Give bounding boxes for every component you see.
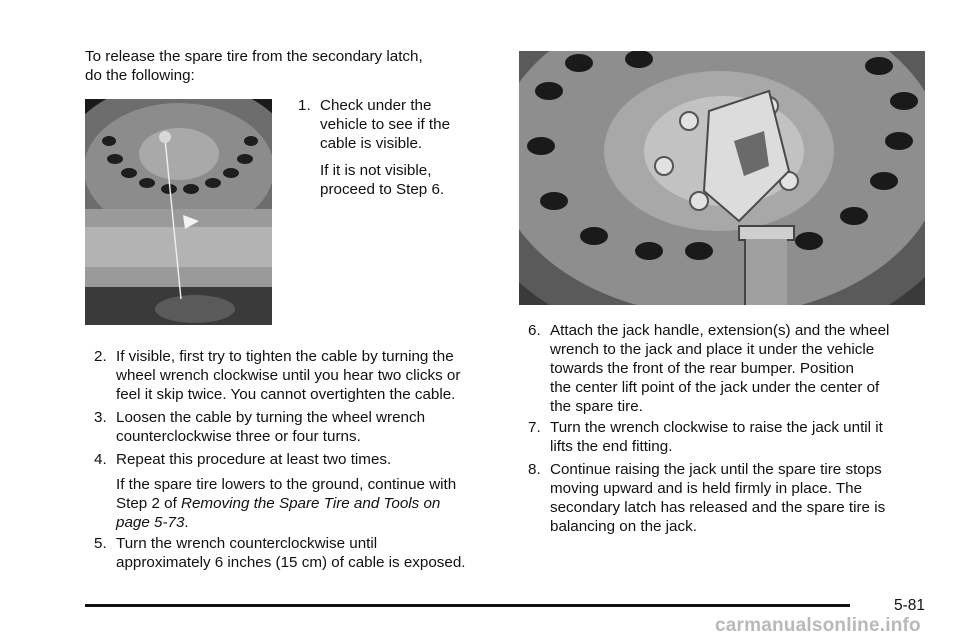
- step-1-line-2: vehicle to see if the: [320, 116, 451, 133]
- step-1-number: 1.: [298, 97, 311, 114]
- step-8: [528, 460, 938, 536]
- watermark: carmanualsonline.info: [715, 615, 921, 636]
- step-4-number: 4.: [94, 451, 107, 468]
- step-6-number: 6.: [528, 322, 541, 339]
- step-1: [298, 96, 498, 199]
- step-2-line-3: feel it skip twice. You cannot overtighten the cable.: [116, 386, 456, 403]
- step-4-note-3-period: .: [184, 514, 189, 531]
- step-1-line-3: cable is visible.: [320, 135, 423, 152]
- step-7-number: 7.: [528, 419, 541, 436]
- step-8-line-2: moving upward and is held firmly in place. The: [550, 480, 863, 497]
- spare-tire-cable-photo: [85, 99, 272, 325]
- step-2-line-2: wheel wrench clockwise until you hear two clicks or: [116, 367, 461, 384]
- step-4-line-1: Repeat this procedure at least two times.: [116, 451, 392, 468]
- step-8-line-3: secondary latch has released and the spare tire is: [550, 499, 886, 516]
- step-6-line-3: towards the front of the rear bumper. Position: [550, 360, 854, 377]
- step-4-note-line-1: If the spare tire lowers to the ground, continue with: [116, 476, 457, 493]
- intro-line-2: do the following:: [85, 67, 195, 84]
- step-5-line-2: approximately 6 inches (15 cm) of cable is exposed.: [116, 554, 466, 571]
- step-5-number: 5.: [94, 535, 107, 552]
- step-7: [528, 418, 938, 456]
- intro-line-1: To release the spare tire from the secondary latch,: [85, 48, 423, 65]
- step-1-line-1: Check under the: [320, 97, 432, 114]
- step-8-number: 8.: [528, 461, 541, 478]
- step-6-line-4: the center lift point of the jack under the center of: [550, 379, 880, 396]
- step-2: [94, 347, 504, 404]
- step-3-line-2: counterclockwise three or four turns.: [116, 428, 361, 445]
- jack-under-spare-tire-photo: [519, 51, 925, 305]
- step-3-number: 3.: [94, 409, 107, 426]
- step-4-note-line-2: [116, 494, 504, 513]
- step-3-line-1: Loosen the cable by turning the wheel wrench: [116, 409, 426, 426]
- step-5: [94, 534, 514, 572]
- step-7-line-1: Turn the wrench clockwise to raise the jack until it: [550, 419, 883, 436]
- step-4-note-2-plain: Step 2 of: [116, 495, 182, 512]
- step-2-line-1: If visible, first try to tighten the cable by turning the: [116, 348, 454, 365]
- page-reference: page 5-73: [116, 514, 185, 531]
- step-6-line-1: Attach the jack handle, extension(s) and the wheel: [550, 322, 890, 339]
- step-5-line-1: Turn the wrench counterclockwise until: [116, 535, 378, 552]
- step-8-line-1: Continue raising the jack until the spare tire stops: [550, 461, 882, 478]
- step-3: [94, 408, 504, 446]
- step-6: [528, 321, 938, 416]
- step-2-number: 2.: [94, 348, 107, 365]
- footer-rule: [85, 604, 850, 607]
- step-4: [94, 450, 504, 532]
- step-1-note-line-1: If it is not visible,: [320, 162, 432, 179]
- step-6-line-2: wrench to the jack and place it under the vehicle: [550, 341, 875, 358]
- step-6-line-5: the spare tire.: [550, 398, 643, 415]
- step-8-line-4: balancing on the jack.: [550, 518, 697, 535]
- step-1-note-line-2: proceed to Step 6.: [320, 181, 445, 198]
- step-7-line-2: lifts the end fitting.: [550, 438, 673, 455]
- step-4-note-line-3: [116, 513, 504, 532]
- removing-spare-tire-reference: Removing the Spare Tire and Tools on: [181, 495, 441, 512]
- page-number: 5-81: [894, 597, 926, 614]
